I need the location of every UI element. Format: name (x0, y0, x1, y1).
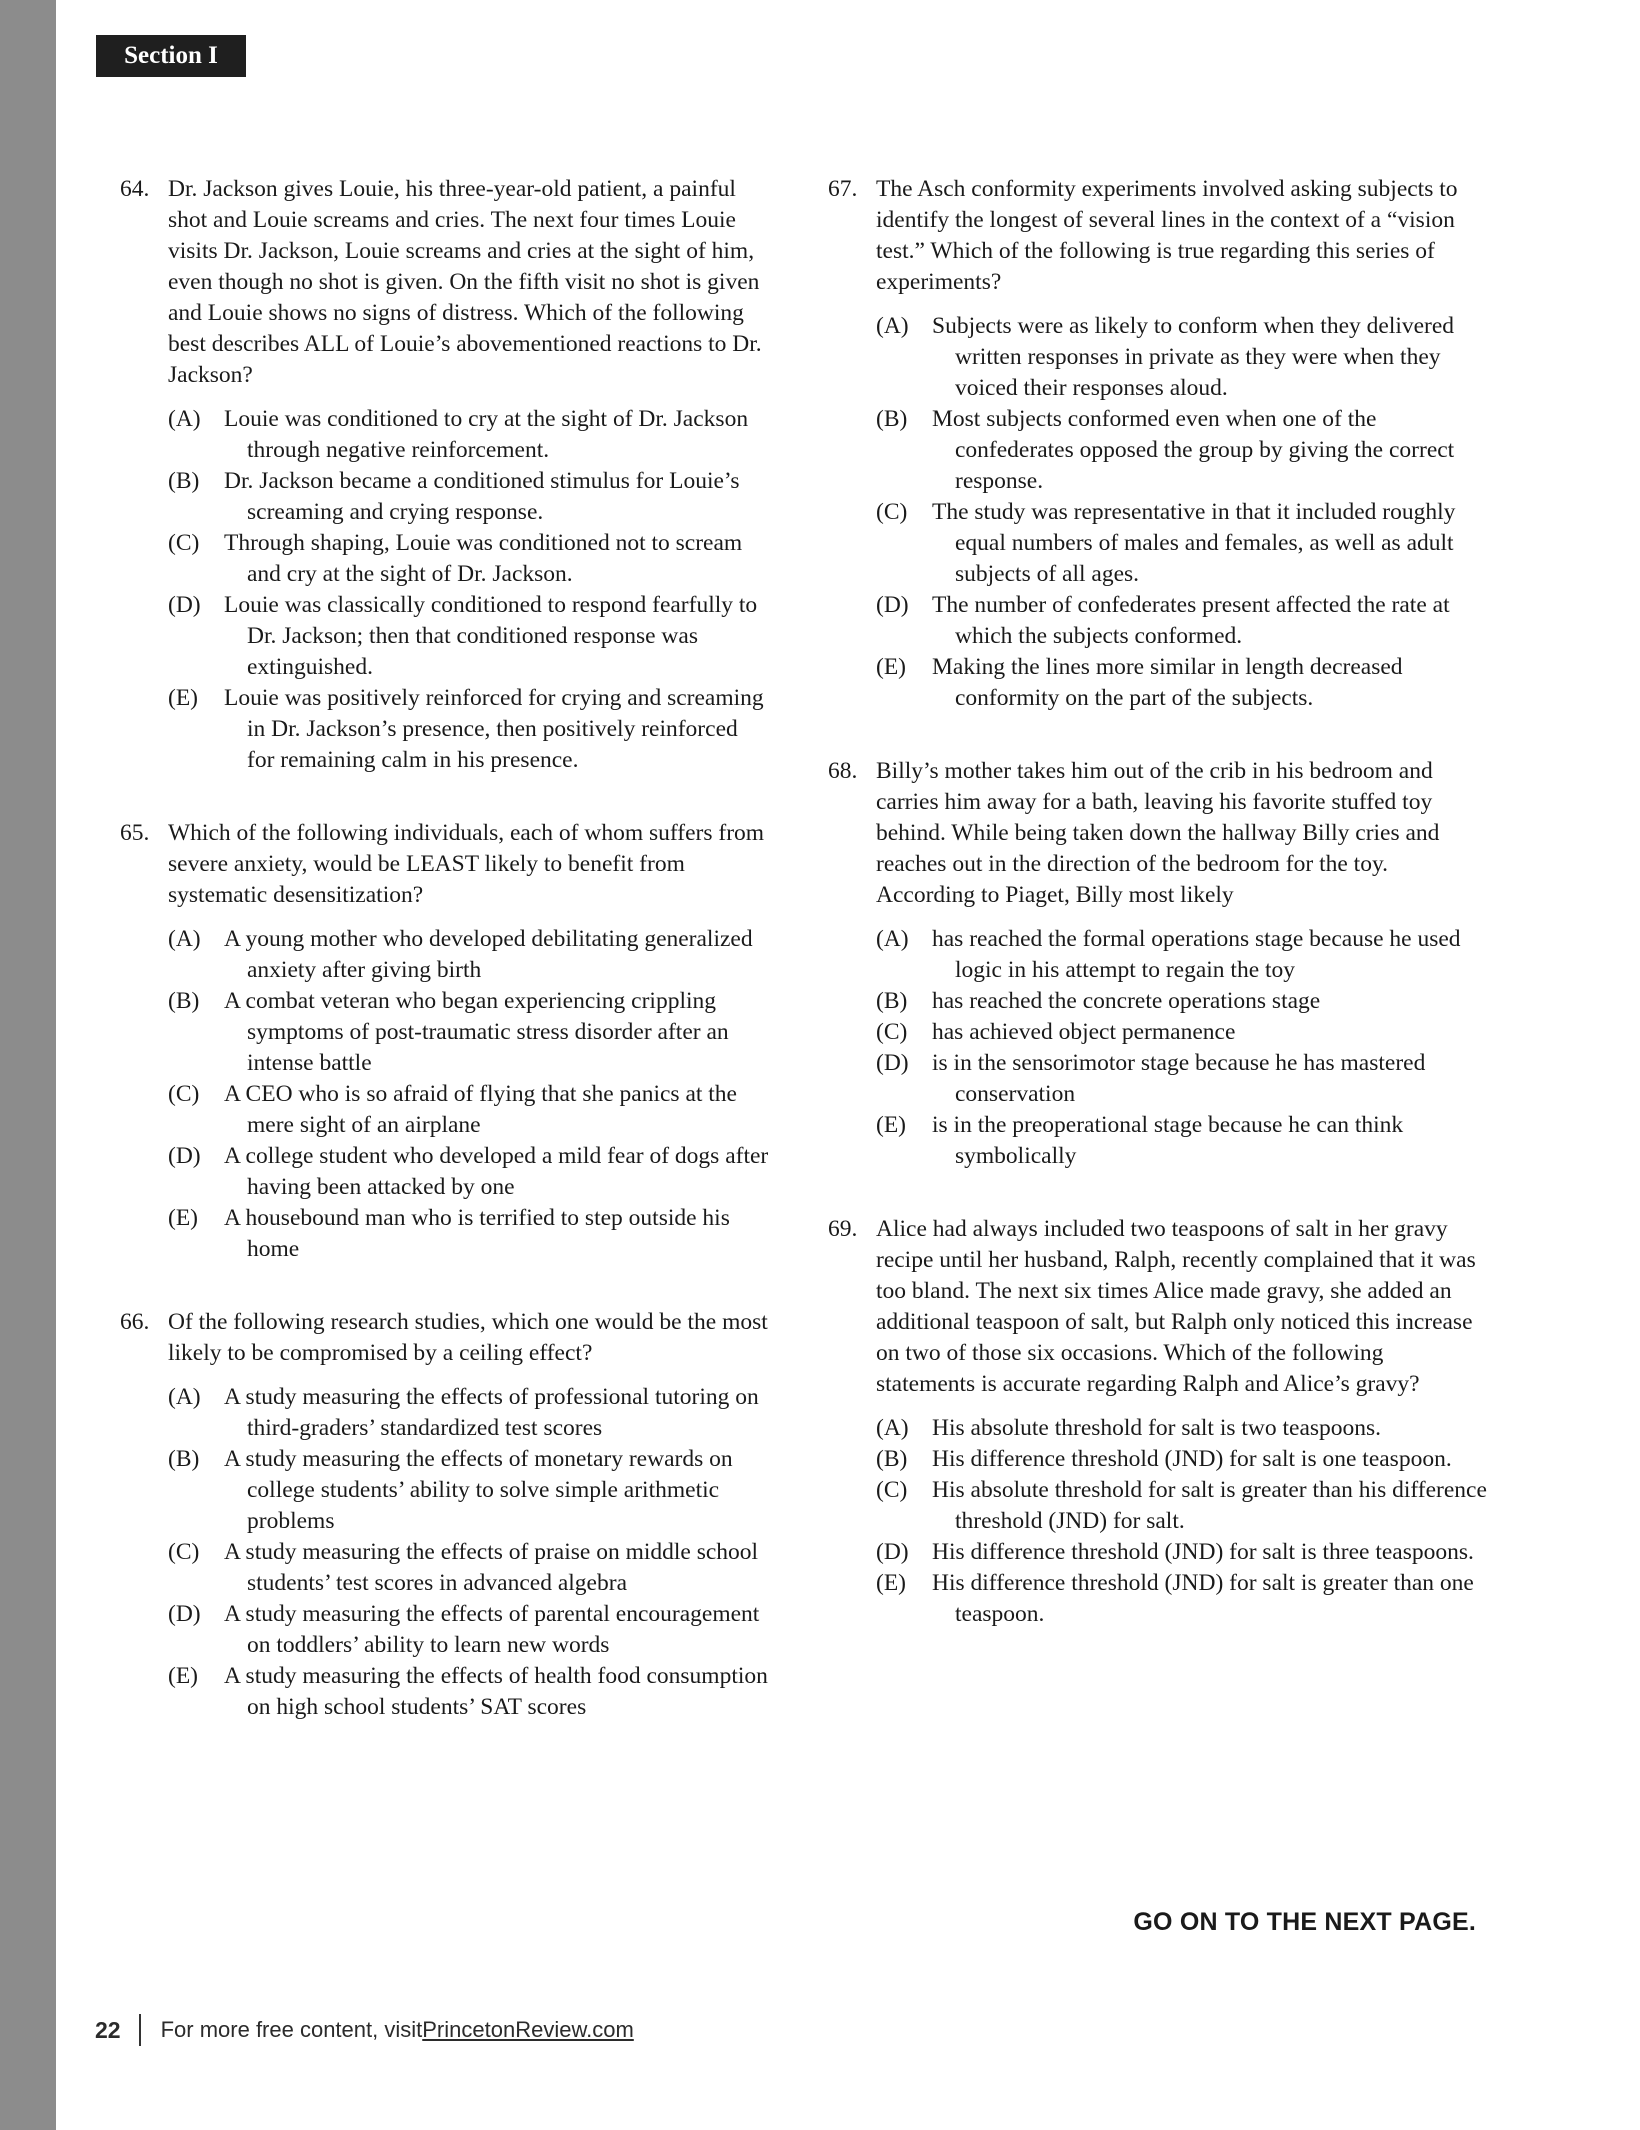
answer-choice (876, 497, 1488, 590)
choice-letter: (E) (168, 1663, 199, 1689)
question-text: Which of the following individuals, each of whom suffers from severe anxiety, would be LEAST likely to benefit from systematic desensitization? (168, 820, 765, 908)
question-stem (828, 174, 1488, 298)
choice-letter: (E) (876, 1570, 907, 1596)
choice-letter: (B) (168, 1446, 200, 1472)
choice-text: A combat veteran who began experiencing crippling symptoms of post-traumatic stress disorder after an intense battle (224, 988, 729, 1076)
answer-choice (168, 404, 770, 466)
question-64 (120, 174, 770, 776)
choice-letter: (B) (876, 988, 908, 1014)
choice-text: A CEO who is so afraid of flying that she panics at the mere sight of an airplane (224, 1081, 737, 1138)
question-text: Of the following research studies, which one would be the most likely to be compromised by a ceiling effect? (168, 1309, 768, 1366)
question-68 (828, 756, 1488, 1172)
choice-letter: (A) (876, 926, 909, 952)
question-stem (828, 756, 1488, 911)
page-footer (95, 2013, 634, 2047)
answer-choice (168, 1444, 770, 1537)
question-number: 64. (120, 176, 150, 202)
answer-choice (168, 924, 770, 986)
answer-choice (876, 1413, 1488, 1444)
choice-text: His difference threshold (JND) for salt is one teaspoon. (932, 1446, 1452, 1472)
choice-text: His absolute threshold for salt is two teaspoons. (932, 1415, 1382, 1441)
question-stem (120, 818, 770, 911)
answer-choice (168, 1599, 770, 1661)
question-number: 66. (120, 1309, 150, 1335)
choice-letter: (B) (876, 406, 908, 432)
answer-choice (876, 590, 1488, 652)
choice-letter: (C) (168, 530, 200, 556)
choice-letter: (C) (876, 499, 908, 525)
choice-text: has reached the formal operations stage because he used logic in his attempt to regain the toy (932, 926, 1461, 983)
choice-letter: (A) (168, 926, 201, 952)
answer-choice (168, 1661, 770, 1723)
answer-choice (876, 1475, 1488, 1537)
question-stem (828, 1214, 1488, 1400)
choice-text: His difference threshold (JND) for salt is greater than one teaspoon. (932, 1570, 1474, 1627)
choice-text: A study measuring the effects of health food consumption on high school students’ SAT scores (224, 1663, 768, 1720)
question-text: Dr. Jackson gives Louie, his three-year-old patient, a painful shot and Louie screams and cries. The next four times Louie visits Dr. Jackson, Louie screams and cries at the sight of him, even though no shot is given. On the fifth visit no shot is given and Louie shows no signs of distress. Which of the following best describes ALL of Louie’s abovementioned reactions to Dr. Jackson? (168, 176, 762, 388)
question-text: The Asch conformity experiments involved asking subjects to identify the longest of several lines in the context of a “vision test.” Which of the following is true regarding this series of experiments? (876, 176, 1458, 295)
choice-letter: (D) (876, 592, 909, 618)
answer-choice (876, 1444, 1488, 1475)
left-column (120, 174, 770, 1765)
question-stem (120, 1307, 770, 1369)
choice-letter: (D) (876, 1050, 909, 1076)
answer-choice (876, 652, 1488, 714)
answer-choices (876, 924, 1488, 1172)
question-number: 67. (828, 176, 858, 202)
question-66 (120, 1307, 770, 1723)
question-text: Alice had always included two teaspoons of salt in her gravy recipe until her husband, Ralph, recently complained that it was too bland. The next six times Alice made gravy, she added an additional teaspoon of salt, but Ralph only noticed this increase on two of those six occasions. Which of the following statements is accurate regarding Ralph and Alice’s gravy? (876, 1216, 1476, 1397)
choice-letter: (A) (876, 313, 909, 339)
page-side-bar (0, 0, 56, 2130)
choice-text: A college student who developed a mild fear of dogs after having been attacked by one (224, 1143, 769, 1200)
choice-letter: (C) (876, 1477, 908, 1503)
answer-choice (876, 311, 1488, 404)
choice-text: Louie was positively reinforced for crying and screaming in Dr. Jackson’s presence, then positively reinforced for remaining calm in his presence. (224, 685, 764, 773)
answer-choice (168, 1079, 770, 1141)
choice-letter: (B) (168, 988, 200, 1014)
choice-text: Dr. Jackson became a conditioned stimulus for Louie’s screaming and crying response. (224, 468, 740, 525)
answer-choice (876, 1110, 1488, 1172)
go-on-notice: GO ON TO THE NEXT PAGE. (1133, 1908, 1476, 1936)
choice-text: A young mother who developed debilitating generalized anxiety after giving birth (224, 926, 753, 983)
choice-letter: (E) (168, 1205, 199, 1231)
choice-text: Most subjects conformed even when one of the confederates opposed the group by giving the correct response. (932, 406, 1455, 494)
choice-letter: (A) (876, 1415, 909, 1441)
page-number: 22 (95, 2016, 121, 2043)
section-tag: Section I (96, 35, 246, 77)
answer-choice (168, 986, 770, 1079)
answer-choice (876, 1568, 1488, 1630)
answer-choice (168, 1382, 770, 1444)
answer-choice (168, 683, 770, 776)
answer-choices (876, 1413, 1488, 1630)
answer-choice (876, 1017, 1488, 1048)
question-65 (120, 818, 770, 1265)
choice-letter: (B) (876, 1446, 908, 1472)
question-number: 68. (828, 758, 858, 784)
choice-text: is in the preoperational stage because he can think symbolically (932, 1112, 1404, 1169)
question-number: 69. (828, 1216, 858, 1242)
answer-choice (168, 1203, 770, 1265)
choice-letter: (B) (168, 468, 200, 494)
answer-choice (876, 1048, 1488, 1110)
answer-choice (876, 986, 1488, 1017)
choice-letter: (D) (168, 592, 201, 618)
choice-text: A study measuring the effects of parental encouragement on toddlers’ ability to learn new words (224, 1601, 760, 1658)
choice-text: is in the sensorimotor stage because he has mastered conservation (932, 1050, 1426, 1107)
answer-choices (876, 311, 1488, 714)
choice-letter: (D) (168, 1143, 201, 1169)
answer-choice (876, 924, 1488, 986)
choice-text: A study measuring the effects of praise on middle school students’ test scores in advanced algebra (224, 1539, 759, 1596)
choice-text: A housebound man who is terrified to step outside his home (224, 1205, 730, 1262)
choice-text: Louie was conditioned to cry at the sight of Dr. Jackson through negative reinforcement. (224, 406, 749, 463)
choice-text: Through shaping, Louie was conditioned not to scream and cry at the sight of Dr. Jackson. (224, 530, 743, 587)
choice-letter: (A) (168, 1384, 201, 1410)
answer-choices (168, 1382, 770, 1723)
choice-letter: (C) (168, 1081, 200, 1107)
choice-letter: (C) (168, 1539, 200, 1565)
choice-text: Making the lines more similar in length decreased conformity on the part of the subjects. (932, 654, 1403, 711)
choice-letter: (C) (876, 1019, 908, 1045)
answer-choice (876, 1537, 1488, 1568)
answer-choice (168, 466, 770, 528)
answer-choice (168, 1141, 770, 1203)
choice-letter: (E) (168, 685, 199, 711)
choice-text: Louie was classically conditioned to respond fearfully to Dr. Jackson; then that conditioned response was extinguished. (224, 592, 758, 680)
answer-choice (168, 528, 770, 590)
question-67 (828, 174, 1488, 714)
answer-choice (876, 404, 1488, 497)
choice-letter: (E) (876, 654, 907, 680)
choice-text: The number of confederates present affected the rate at which the subjects conformed. (932, 592, 1450, 649)
choice-text: A study measuring the effects of monetary rewards on college students’ ability to solve simple arithmetic problems (224, 1446, 733, 1534)
choice-text: His difference threshold (JND) for salt is three teaspoons. (932, 1539, 1474, 1565)
choice-text: The study was representative in that it included roughly equal numbers of males and females, as well as adult subjects of all ages. (932, 499, 1456, 587)
answer-choices (168, 404, 770, 776)
choice-text: His absolute threshold for salt is greater than his difference threshold (JND) for salt. (932, 1477, 1487, 1534)
choice-text: A study measuring the effects of professional tutoring on third-graders’ standardized test scores (224, 1384, 759, 1441)
question-number: 65. (120, 820, 150, 846)
right-column (828, 174, 1488, 1672)
answer-choice (168, 1537, 770, 1599)
choice-letter: (D) (168, 1601, 201, 1627)
choice-letter: (A) (168, 406, 201, 432)
footer-divider (139, 2014, 141, 2046)
choice-letter: (D) (876, 1539, 909, 1565)
question-text: Billy’s mother takes him out of the crib in his bedroom and carries him away for a bath, leaving his favorite stuffed toy behind. While being taken down the hallway Billy cries and reaches out in the direction of the bedroom for the toy. According to Piaget, Billy most likely (876, 758, 1440, 908)
choice-text: has achieved object permanence (932, 1019, 1236, 1045)
answer-choice (168, 590, 770, 683)
choice-letter: (E) (876, 1112, 907, 1138)
answer-choices (168, 924, 770, 1265)
princeton-review-link[interactable]: PrincetonReview.com (422, 2017, 634, 2042)
choice-text: Subjects were as likely to conform when they delivered written responses in private as they were when they voiced their responses aloud. (932, 313, 1455, 401)
footer-text: For more free content, visit (160, 2017, 423, 2042)
question-69 (828, 1214, 1488, 1630)
choice-text: has reached the concrete operations stage (932, 988, 1321, 1014)
question-stem (120, 174, 770, 391)
